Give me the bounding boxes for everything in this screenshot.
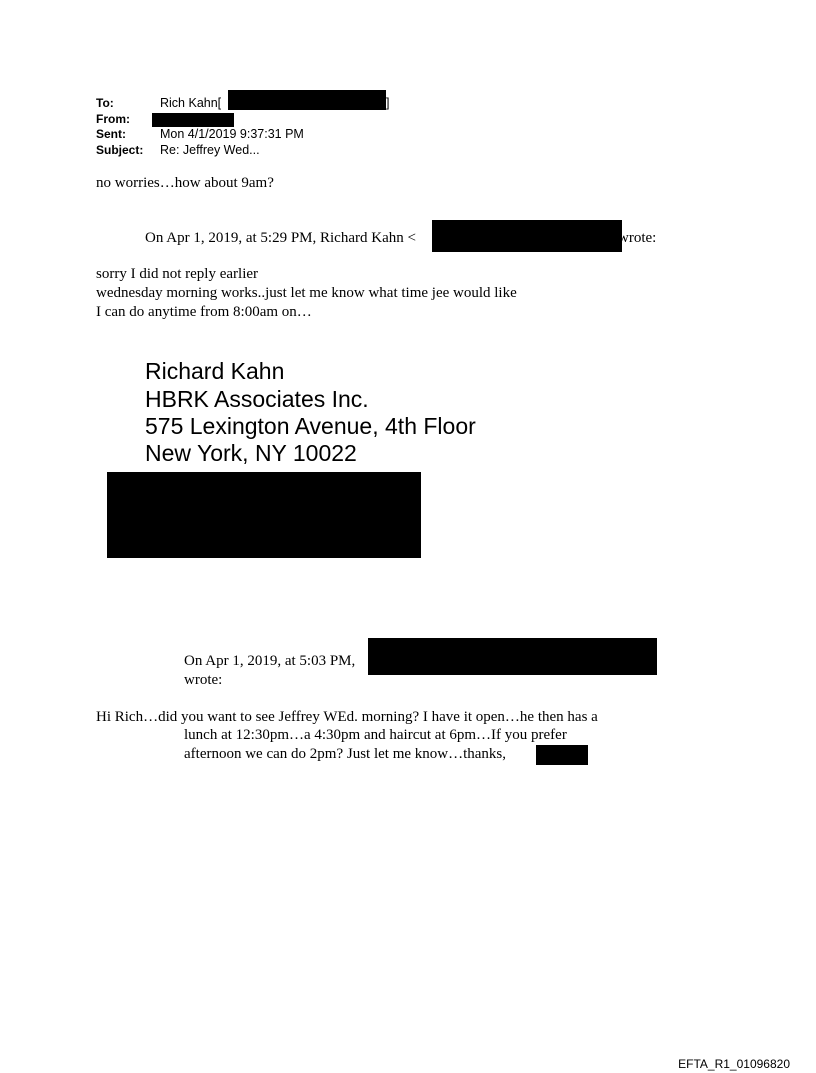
redaction-quote1-email — [432, 220, 622, 252]
quote2-line-2: lunch at 12:30pm…a 4:30pm and haircut at 6pm…If you prefer — [184, 727, 567, 743]
redaction-signature-contact — [107, 472, 421, 558]
to-value-close: ] — [386, 96, 390, 110]
redaction-quote2-signoff — [536, 745, 588, 765]
redaction-to-email — [228, 90, 386, 110]
redaction-quote2-sender — [368, 638, 657, 675]
quote1-line-1: sorry I did not reply earlier — [96, 266, 259, 282]
signature-address: 575 Lexington Avenue, 4th Floor — [145, 413, 476, 439]
quote2-line-1: Hi Rich…did you want to see Jeffrey WEd. morning? I have it open…he then has a — [96, 709, 598, 725]
sent-label: Sent: — [96, 127, 126, 141]
from-label: From: — [96, 112, 130, 126]
quote1-line-3: I can do anytime from 8:00am on… — [96, 304, 312, 320]
quote1-attribution: On Apr 1, 2019, at 5:29 PM, Richard Kahn < — [145, 230, 416, 246]
signature-company: HBRK Associates Inc. — [145, 386, 369, 412]
reply-text: no worries…how about 9am? — [96, 175, 274, 191]
to-label: To: — [96, 96, 114, 110]
quote2-attribution-end: wrote: — [184, 672, 223, 688]
quote1-line-2: wednesday morning works..just let me know what time jee would like — [96, 285, 517, 301]
signature-name: Richard Kahn — [145, 358, 285, 384]
document-id: EFTA_R1_01096820 — [678, 1057, 790, 1071]
redaction-from — [152, 113, 234, 127]
quote2-line-3: afternoon we can do 2pm? Just let me know…thanks, — [184, 746, 507, 762]
signature-city: New York, NY 10022 — [145, 440, 357, 466]
subject-value: Re: Jeffrey Wed... — [160, 143, 260, 157]
sent-value: Mon 4/1/2019 9:37:31 PM — [160, 127, 304, 141]
to-value: Rich Kahn[ — [160, 96, 222, 110]
quote2-attribution: On Apr 1, 2019, at 5:03 PM, — [184, 653, 356, 669]
subject-label: Subject: — [96, 143, 144, 157]
quote1-attribution-end: wrote: — [618, 230, 657, 246]
